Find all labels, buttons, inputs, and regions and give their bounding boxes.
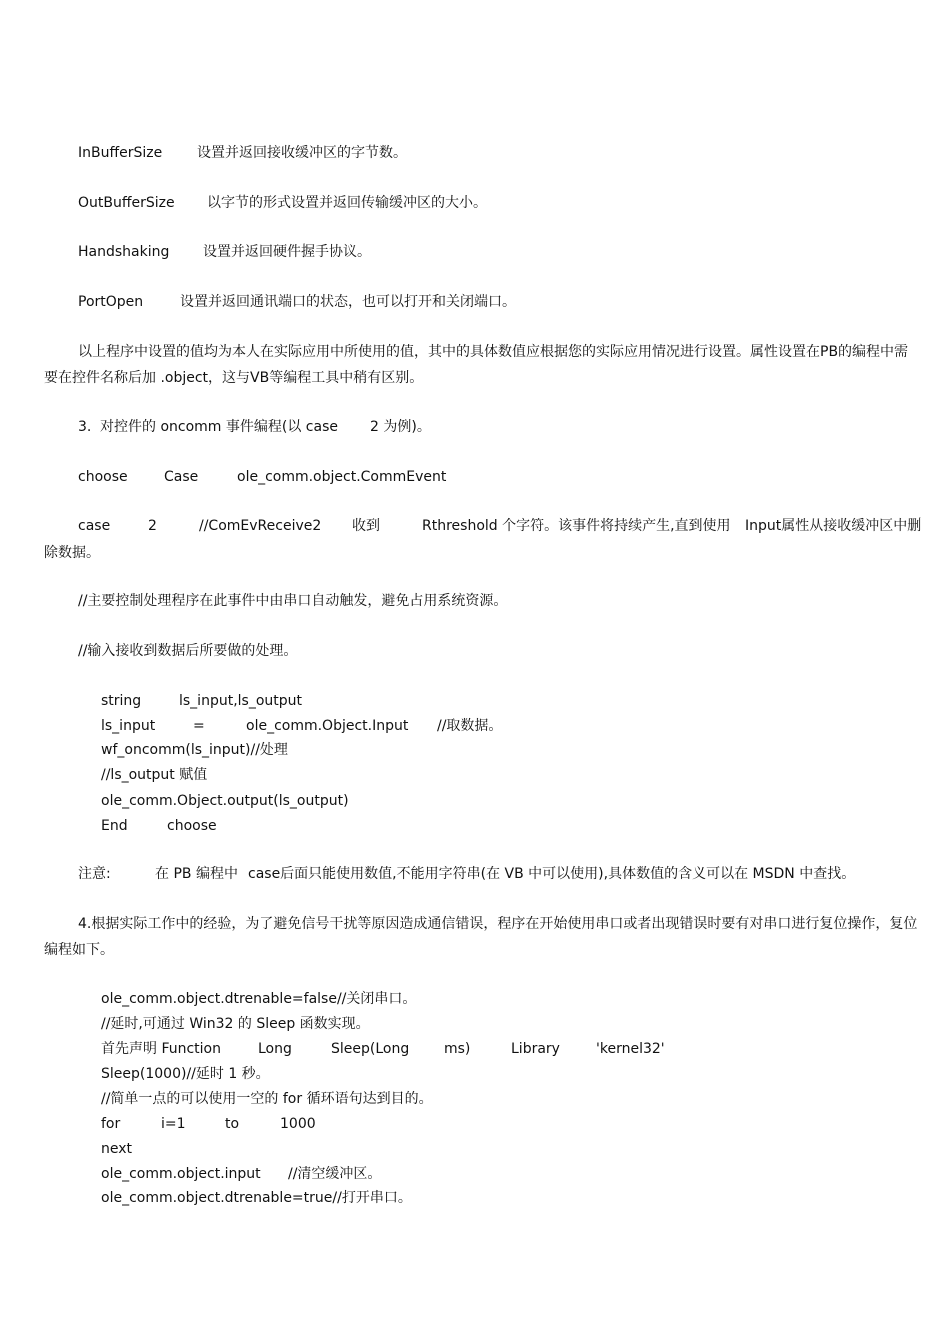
code-expression: i=1 bbox=[161, 1116, 186, 1132]
code-value: 2 bbox=[148, 518, 157, 534]
code-comment-text: 除数据。 bbox=[44, 545, 100, 561]
code-line: ole_comm.object.dtrenable=true//打开串口。 bbox=[101, 1190, 412, 1206]
code-comment: //延时,可通过 Win32 的 Sleep 函数实现。 bbox=[101, 1016, 370, 1032]
code-expression: ole_comm.object.CommEvent bbox=[237, 469, 447, 485]
code-comment-text: Input属性从接收缓冲区中删 bbox=[745, 518, 922, 534]
code-string: 'kernel32' bbox=[596, 1041, 665, 1057]
code-line: ole_comm.object.dtrenable=false//关闭串口。 bbox=[101, 991, 417, 1007]
prop-name: PortOpen bbox=[78, 294, 144, 310]
code-line: wf_oncomm(ls_input)//处理 bbox=[101, 742, 288, 758]
paragraph-reset-intro bbox=[44, 911, 920, 963]
prop-desc: 设置并返回接收缓冲区的字节数。 bbox=[197, 145, 407, 161]
code-expression: ole_comm.Object.Input bbox=[246, 718, 409, 734]
paragraph-text: 以上程序中设置的值均为本人在实际应用中所使用的值，其中的具体数值应根据您的实际应用情况进行设置。属性设置在PB的编程中需要在控件名称后加 .object，这与VB等编程工具中稍有区别。 bbox=[44, 344, 909, 386]
code-comment: //ComEvReceive2 bbox=[199, 518, 322, 534]
code-expression: ls_input,ls_output bbox=[179, 693, 303, 709]
code-line: Sleep(1000)//延时 1 秒。 bbox=[101, 1066, 270, 1082]
code-value: 1000 bbox=[280, 1116, 316, 1132]
code-keyword: End bbox=[101, 818, 128, 834]
prop-desc: 设置并返回通讯端口的状态，也可以打开和关闭端口。 bbox=[180, 294, 516, 310]
code-line: ole_comm.Object.output(ls_output) bbox=[101, 793, 349, 809]
note-text: 在 PB 编程中 bbox=[155, 866, 238, 882]
code-comment: //简单一点的可以使用一空的 for 循环语句达到目的。 bbox=[101, 1091, 433, 1107]
code-comment: //输入接收到数据后所要做的处理。 bbox=[78, 643, 298, 659]
code-keyword: choose bbox=[78, 469, 128, 485]
code-comment: //取数据。 bbox=[437, 718, 503, 734]
note-label: 注意: bbox=[78, 866, 111, 882]
code-keyword: Library bbox=[511, 1041, 560, 1057]
code-comment: //主要控制处理程序在此事件中由串口自动触发，避免占用系统资源。 bbox=[78, 593, 508, 609]
code-line: ole_comm.object.input bbox=[101, 1166, 261, 1182]
code-comment: //清空缓冲区。 bbox=[288, 1166, 382, 1182]
code-keyword: Case bbox=[164, 469, 199, 485]
code-keyword: for bbox=[101, 1116, 121, 1132]
code-keyword: to bbox=[225, 1116, 240, 1132]
step-number: 3. bbox=[78, 419, 92, 435]
step-text-tail: 2 为例)。 bbox=[370, 419, 431, 435]
code-expression: Sleep(Long bbox=[331, 1041, 410, 1057]
code-keyword: Long bbox=[258, 1041, 292, 1057]
code-comment-text: 收到 bbox=[352, 518, 380, 534]
prop-name: InBufferSize bbox=[78, 145, 163, 161]
code-expression: ms) bbox=[444, 1041, 471, 1057]
code-comment: //ls_output 赋值 bbox=[101, 767, 208, 783]
paragraph-text: 4.根据实际工作中的经验，为了避免信号干扰等原因造成通信错误，程序在开始使用串口或者出现错误时要有对串口进行复位操作，复位编程如下。 bbox=[44, 916, 918, 958]
prop-name: Handshaking bbox=[78, 244, 170, 260]
code-keyword: string bbox=[101, 693, 142, 709]
code-keyword: next bbox=[101, 1141, 133, 1157]
prop-desc: 设置并返回硬件握手协议。 bbox=[203, 244, 371, 260]
code-variable: ls_input bbox=[101, 718, 156, 734]
paragraph-settings-note bbox=[44, 339, 920, 391]
code-keyword: case bbox=[78, 518, 111, 534]
prop-desc: 以字节的形式设置并返回传输缓冲区的大小。 bbox=[207, 195, 487, 211]
code-operator: = bbox=[193, 718, 205, 734]
note-text: case后面只能使用数值,不能用字符串(在 VB 中可以使用),具体数值的含义可以在 MSDN 中查找。 bbox=[248, 866, 856, 882]
prop-name: OutBufferSize bbox=[78, 195, 175, 211]
code-declaration: 首先声明 Function bbox=[101, 1041, 221, 1057]
code-comment-text: Rthreshold 个字符。该事件将持续产生,直到使用 bbox=[422, 518, 731, 534]
code-keyword: choose bbox=[167, 818, 217, 834]
step-text: 对控件的 oncomm 事件编程(以 case bbox=[100, 419, 338, 435]
